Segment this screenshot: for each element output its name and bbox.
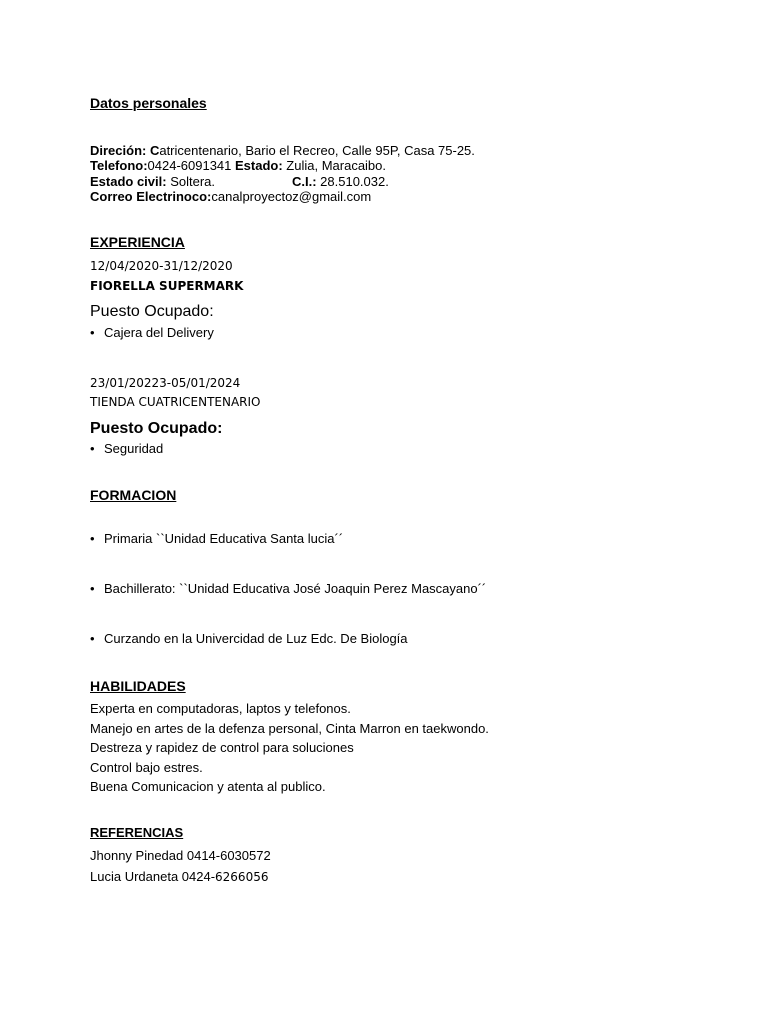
civil-line	[90, 174, 215, 189]
job-company: FIORELLA SUPERMARK	[90, 279, 244, 293]
correo-line	[90, 189, 371, 204]
formacion-item	[90, 581, 486, 596]
job-dates: 23/01/20223-05/01/2024	[90, 376, 241, 390]
ci-value: 28.510.032.	[316, 174, 389, 189]
job-puesto-label: Puesto Ocupado:	[90, 303, 214, 320]
referencia-text: Jhonny Pinedad 0414-6030572	[90, 848, 271, 863]
section-title-formacion: FORMACION	[90, 487, 177, 503]
habilidad-item: Destreza y rapidez de control para soluciones	[90, 740, 354, 756]
estado-value: Zulia, Maracaibo.	[282, 158, 387, 173]
ci-line	[292, 174, 389, 189]
referencia-text: Lucia Urdaneta 0424-	[90, 868, 216, 884]
civil-value: Soltera.	[166, 174, 215, 189]
habilidad-item: Experta en computadoras, laptos y telefonos.	[90, 701, 351, 716]
job-puesto-label: Puesto Ocupado:	[90, 420, 223, 437]
job-dates: 12/04/2020-31/12/2020	[90, 259, 233, 273]
telefono-line	[90, 158, 386, 173]
bullet-icon: •	[90, 631, 95, 646]
referencias-list	[90, 846, 271, 887]
section-title-experiencia: EXPERIENCIA	[90, 234, 185, 250]
referencia-extra: 6266056	[215, 869, 269, 884]
telefono-label: Telefono:	[90, 158, 148, 173]
correo-label: Correo Electrinoco:	[90, 189, 212, 204]
formacion-item-text: Curzando en la Univercidad de Luz Edc. De Biología	[104, 631, 408, 646]
bullet-icon: •	[90, 581, 95, 596]
bullet-icon: •	[90, 441, 95, 456]
habilidad-item: Manejo en artes de la defenza personal, Cinta Marron en taekwondo.	[90, 720, 489, 736]
civil-label: Estado civil:	[90, 174, 167, 189]
formacion-item-text: Bachillerato: ``Unidad Educativa José Joaquin Perez Mascayano´´	[104, 581, 487, 596]
formacion-item-text: Primaria ``Unidad Educativa Santa lucia´´	[104, 531, 344, 546]
ci-label: C.I.:	[292, 174, 317, 189]
telefono-value: 0424-6091341	[147, 158, 236, 173]
bullet-icon: •	[90, 325, 95, 340]
section-title-referencias: REFERENCIAS	[90, 825, 184, 840]
section-title-datos: Datos personales	[90, 95, 207, 111]
job-role-item	[90, 441, 163, 456]
direccion-value: atricentenario, Bario el Recreo, Calle 95P, Casa 75-25.	[159, 143, 475, 158]
job-role: Seguridad	[104, 441, 164, 456]
habilidad-item: Control bajo estres.	[90, 759, 203, 775]
section-title-habilidades: HABILIDADES	[90, 678, 186, 694]
formacion-item	[90, 631, 408, 646]
job-company: TIENDA CUATRICENTENARIO	[90, 395, 261, 409]
estado-label: Estado:	[235, 158, 283, 173]
direccion-label: Direción: C	[90, 143, 160, 158]
referencia-item	[90, 846, 271, 867]
bullet-icon: •	[90, 531, 95, 546]
job-role: Cajera del Delivery	[104, 325, 214, 340]
referencia-item	[90, 867, 271, 888]
formacion-item	[90, 531, 343, 546]
direccion-line	[90, 143, 475, 158]
habilidad-item: Buena Comunicacion y atenta al publico.	[90, 779, 326, 795]
habilidades-list	[90, 699, 489, 797]
job-role-item	[90, 325, 214, 340]
correo-value: canalproyectoz@gmail.com	[211, 189, 372, 204]
